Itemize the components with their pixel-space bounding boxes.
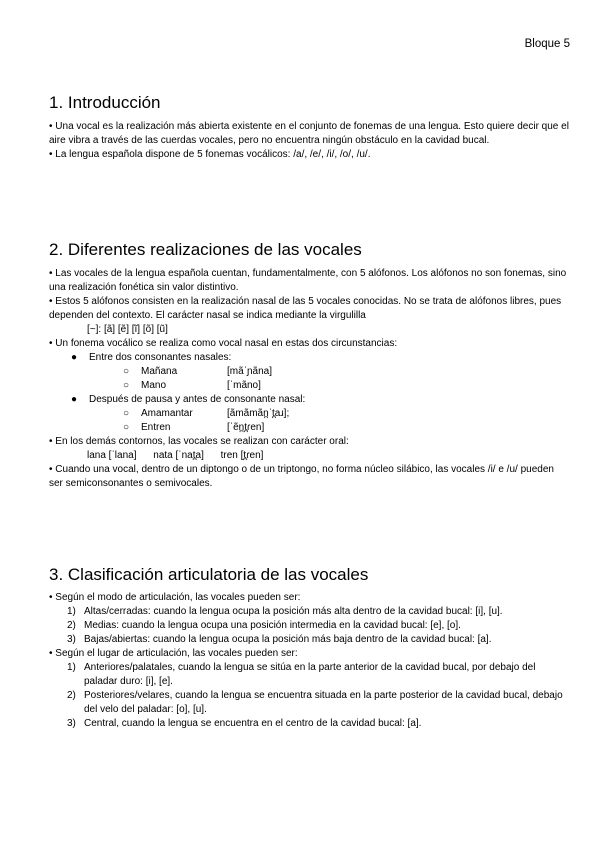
list-text: Posteriores/velares, cuando la lengua se encuentra situada en la parte posterior de la cavidad bucal, debajo del velo del paladar: [o], [u]. bbox=[84, 690, 563, 715]
list-number: 3) bbox=[67, 718, 76, 729]
list-text: Central, cuando la lengua se encuentra en el centro de la cavidad bucal: [a]. bbox=[84, 718, 422, 729]
section-3-body bbox=[49, 591, 569, 731]
modo-list bbox=[49, 605, 569, 647]
example-ipa: [ãmãmãn̪ˈt̪aɹ]; bbox=[227, 408, 290, 419]
list-text: Bajas/abiertas: cuando la lengua ocupa la posición más baja dentro de la cavidad bucal: [a]. bbox=[84, 634, 492, 645]
paragraph: • Una vocal es la realización más abierta existente en el conjunto de fonemas de una lengua. Esto quiere decir que el aire vibra a través de las cuerdas vocales, pero no encuentra ningún obstáculo en la cavidad bucal. bbox=[49, 121, 569, 146]
example-word: Mano bbox=[141, 380, 167, 391]
example-row bbox=[49, 407, 569, 421]
nasal-vowels-line: [~]: [ã] [ẽ] [ĩ] [õ] [ũ] bbox=[87, 324, 168, 335]
paragraph: • En los demás contornos, las vocales se realizan con carácter oral: bbox=[49, 436, 349, 447]
paragraph: • Las vocales de la lengua española cuentan, fundamentalmente, con 5 alófonos. Los alófonos no son fonemas, sino una realización fonética sin valor distintivo. bbox=[49, 268, 567, 293]
example-ipa: [mãˈɲãna] bbox=[227, 366, 273, 377]
case-1-text: Entre dos consonantes nasales: bbox=[89, 352, 232, 363]
paragraph: • Cuando una vocal, dentro de un diptongo o de un triptongo, no forma núcleo silábico, las vocales /i/ e /u/ pueden ser semiconsonantes o semivocales. bbox=[49, 464, 554, 489]
example-word: Amamantar bbox=[141, 408, 193, 419]
list-number: 3) bbox=[67, 634, 76, 645]
section-1-title: 1. Introducción bbox=[49, 93, 161, 112]
list-item bbox=[67, 661, 569, 689]
lugar-list bbox=[49, 661, 569, 731]
paragraph: • Estos 5 alófonos consisten en la realización nasal de las 5 vocales conocidas. No se trata de alófonos libres, pues dependen del contexto. El carácter nasal se indica mediante la virgulilla bbox=[49, 296, 562, 321]
list-item bbox=[67, 717, 569, 731]
case-2-text: Después de pausa y antes de consonante nasal: bbox=[89, 394, 306, 405]
circle-bullet-icon: ○ bbox=[123, 366, 130, 377]
bullet-icon: ● bbox=[71, 352, 78, 363]
paragraph: • Un fonema vocálico se realiza como vocal nasal en estas dos circunstancias: bbox=[49, 338, 398, 349]
list-number: 2) bbox=[67, 690, 76, 701]
example-row bbox=[49, 365, 569, 379]
example-row bbox=[49, 379, 569, 393]
example-row bbox=[49, 421, 569, 435]
oral-example: tren [t̪ɾen] bbox=[220, 450, 264, 461]
list-number: 2) bbox=[67, 620, 76, 631]
circle-bullet-icon: ○ bbox=[123, 380, 130, 391]
example-word: Mañana bbox=[141, 366, 178, 377]
list-text: Medias: cuando la lengua ocupa una posición intermedia en la cavidad bucal: [e], [o]. bbox=[84, 620, 461, 631]
list-text: Anteriores/palatales, cuando la lengua se sitúa en la parte anterior de la cavidad bucal, por debajo del paladar duro: [i], [e]. bbox=[84, 662, 536, 687]
section-3-title: 3. Clasificación articulatoria de las vocales bbox=[49, 565, 369, 584]
list-item bbox=[49, 351, 569, 365]
paragraph: • Según el modo de articulación, las vocales pueden ser: bbox=[49, 592, 301, 603]
list-item bbox=[67, 619, 569, 633]
oral-example: lana [ˈlana] bbox=[87, 450, 137, 461]
circle-bullet-icon: ○ bbox=[123, 422, 130, 433]
section-2-title: 2. Diferentes realizaciones de las vocales bbox=[49, 240, 362, 259]
list-number: 1) bbox=[67, 662, 76, 673]
list-item bbox=[49, 393, 569, 407]
example-word: Entren bbox=[141, 422, 171, 433]
paragraph: • Según el lugar de articulación, las vocales pueden ser: bbox=[49, 648, 298, 659]
example-ipa: [ˈẽn̪t̪ɾen] bbox=[227, 422, 265, 433]
example-ipa: [ˈmãno] bbox=[227, 380, 261, 391]
bullet-icon: ● bbox=[71, 394, 78, 405]
list-item bbox=[67, 605, 569, 619]
list-item bbox=[67, 689, 569, 717]
page-header-label: Bloque 5 bbox=[524, 38, 570, 50]
section-2-body bbox=[49, 267, 569, 491]
circle-bullet-icon: ○ bbox=[123, 408, 130, 419]
oral-examples bbox=[49, 449, 569, 463]
list-item bbox=[67, 633, 569, 647]
list-text: Altas/cerradas: cuando la lengua ocupa la posición más alta dentro de la cavidad bucal: [i], [u]. bbox=[84, 606, 503, 617]
oral-example: nata [ˈnat̪a] bbox=[153, 450, 204, 461]
paragraph: • La lengua española dispone de 5 fonemas vocálicos: /a/, /e/, /i/, /o/, /u/. bbox=[49, 149, 371, 160]
list-number: 1) bbox=[67, 606, 76, 617]
section-1-body bbox=[49, 120, 569, 162]
